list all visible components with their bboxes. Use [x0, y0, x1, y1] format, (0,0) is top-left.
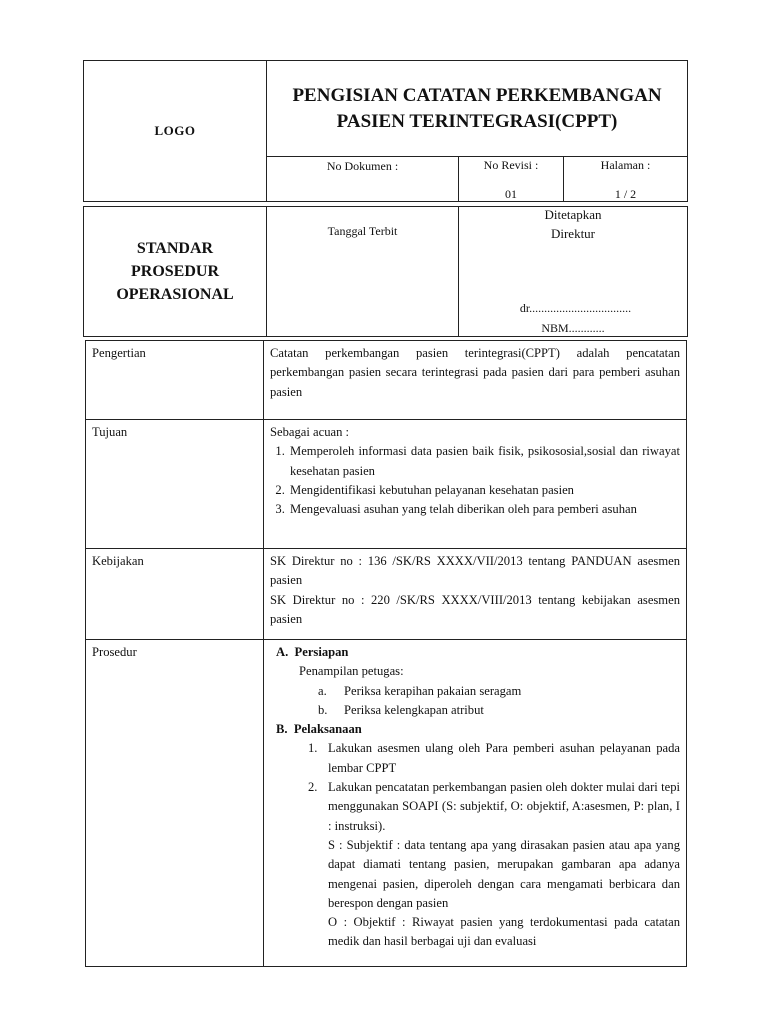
tanggal-terbit-label: Tanggal Terbit — [327, 224, 398, 238]
list-item: 3. Mengevaluasi asuhan yang telah diberikan oleh para pemberi asuhan — [288, 500, 680, 519]
sop-content-table — [85, 340, 687, 967]
nbm-line: NBM............ — [541, 321, 605, 335]
section-b-heading — [276, 720, 680, 739]
tanggal-terbit-cell — [266, 206, 459, 337]
document-title: PENGISIAN CATATAN PERKEMBANGAN PASIEN TERINTEGRASI(CPPT) — [266, 60, 688, 157]
dr-signature-line: dr.................................. — [519, 301, 632, 315]
pengertian-label: Pengertian — [86, 341, 264, 420]
section-a-intro: Penampilan petugas: — [299, 664, 404, 679]
list-item-text: Periksa kerapihan pakaian seragam — [344, 683, 522, 698]
table-row-prosedur — [86, 640, 687, 967]
halaman-cell — [563, 156, 688, 202]
list-item — [318, 682, 680, 701]
halaman-value: 1 / 2 — [614, 187, 637, 201]
no-dokumen-cell — [266, 156, 459, 202]
section-a-marker: A. — [276, 645, 289, 659]
list-item-text: Lakukan pencatatan perkembangan pasien oleh dokter mulai dari tepi menggunakan SOAPI (S: subjektif, O: objektif, A:asesmen, P: plan, I : instruksi). — [328, 780, 680, 833]
list-item: 1. Memperoleh informasi data pasien baik fisik, psikososial,sosial dan riwayat kesehatan pasien — [288, 442, 680, 481]
soapi-subjektif: S : Subjektif : data tentang apa yang dirasakan pasien atau apa yang dapat diamati tentang pasien, merupakan gambaran apa adanya mengenai pasien, diperoleh dengan cara mengamati berbicara dan berespon dengan pasien — [328, 837, 680, 910]
section-b-title: Pelaksanaan — [293, 722, 362, 737]
list-item-text: Periksa kelengkapan atribut — [344, 702, 484, 717]
kebijakan-content — [264, 549, 687, 640]
table-row-kebijakan — [86, 549, 687, 640]
kebijakan-line: SK Direktur no : 136 /SK/RS XXXX/VII/2013 tentang PANDUAN asesmen pasien — [270, 554, 680, 588]
section-a-list — [318, 682, 680, 721]
table-row-tujuan — [86, 420, 687, 549]
ditetapkan-cell — [458, 206, 688, 337]
spo-label — [83, 206, 267, 337]
pengertian-text: Catatan perkembangan pasien terintegrasi(CPPT) adalah pencatatan perkembangan pasien secara terintegrasi pada pasien dari para pemberi asuhan pasien — [264, 341, 687, 420]
list-marker: b. — [318, 702, 328, 717]
ditetapkan-label: Ditetapkan — [544, 207, 602, 222]
direktur-label: Direktur — [550, 226, 596, 241]
list-marker: 1. — [308, 741, 318, 756]
no-dokumen-label: No Dokumen : — [326, 159, 399, 173]
tujuan-label: Tujuan — [86, 420, 264, 549]
no-revisi-label: No Revisi : — [483, 158, 539, 172]
prosedur-label: Prosedur — [86, 640, 264, 967]
list-marker: 2. — [308, 780, 318, 795]
no-revisi-value: 01 — [505, 187, 517, 201]
list-marker: a. — [318, 683, 327, 698]
tujuan-list — [270, 442, 680, 519]
list-item-text: Lakukan asesmen ulang oleh Para pemberi asuhan pelayanan pada lembar CPPT — [328, 741, 680, 775]
prosedur-content — [264, 640, 687, 967]
section-b-marker: B. — [276, 722, 288, 737]
kebijakan-line: SK Direktur no : 220 /SK/RS XXXX/VIII/2013 tentang kebijakan asesmen pasien — [270, 592, 680, 626]
no-revisi-cell — [458, 156, 564, 202]
section-a-heading — [276, 643, 680, 662]
list-item: 2. Mengidentifikasi kebutuhan pelayanan kesehatan pasien — [288, 481, 680, 500]
list-item — [308, 739, 680, 778]
list-item — [318, 701, 680, 720]
document-header — [83, 60, 688, 337]
spo-label-text: STANDAR PROSEDUR OPERASIONAL — [116, 240, 234, 303]
table-row-pengertian — [86, 341, 687, 420]
section-b-list — [308, 739, 680, 951]
logo-placeholder: LOGO — [83, 60, 267, 202]
tujuan-content — [264, 420, 687, 549]
section-a-title: Persiapan — [294, 645, 349, 659]
kebijakan-label: Kebijakan — [86, 549, 264, 640]
halaman-label: Halaman : — [600, 158, 651, 172]
tujuan-intro: Sebagai acuan : — [270, 425, 350, 439]
soapi-objektif: O : Objektif : Riwayat pasien yang terdokumentasi pada catatan medik dan hasil berbagai uji dan evaluasi — [328, 915, 680, 949]
list-item — [308, 778, 680, 952]
